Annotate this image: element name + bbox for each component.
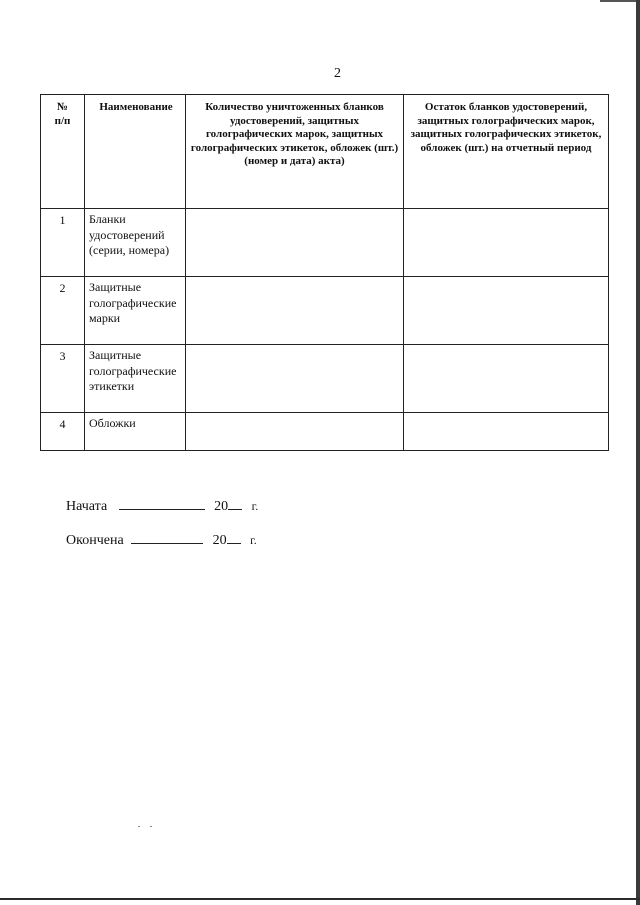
row-number: 1 (41, 209, 85, 277)
scan-edge-bottom (0, 898, 640, 900)
row-remaining-cell (404, 345, 609, 413)
row-remaining-cell (404, 413, 609, 451)
row-destroyed-cell (186, 345, 404, 413)
start-year-blank (228, 497, 242, 510)
header-name: Наименование (85, 95, 186, 209)
end-year-blank (227, 531, 241, 544)
start-label: Начата (66, 499, 108, 514)
end-year-prefix: 20 (212, 533, 227, 548)
header-destroyed: Количество уничтоженных бланков удостоверений, защитных голографических марок, защитных голографических этикеток, обложек (шт.) (номер и дата) акта) (186, 95, 404, 209)
table-row (41, 277, 609, 345)
scan-edge-right (636, 0, 640, 905)
start-date-line (66, 497, 258, 515)
table-row (41, 413, 609, 451)
scan-edge-top (600, 0, 640, 2)
start-date-blank (119, 497, 205, 510)
row-name: Обложки (85, 413, 186, 451)
end-date-line (66, 531, 257, 549)
scan-speck (150, 826, 152, 827)
row-number: 4 (41, 413, 85, 451)
report-table (40, 94, 609, 451)
row-number: 3 (41, 345, 85, 413)
scan-speck (138, 826, 140, 827)
row-name: Защитные голографические этикетки (85, 345, 186, 413)
row-remaining-cell (404, 209, 609, 277)
header-num: № п/п (41, 95, 85, 209)
row-name: Бланки удостоверений (серии, номера) (85, 209, 186, 277)
table-header-row (41, 95, 609, 209)
row-destroyed-cell (186, 209, 404, 277)
header-remaining: Остаток бланков удостоверений, защитных голографических марок, защитных голографических этикеток, обложек (шт.) на отчетный период (404, 95, 609, 209)
page-number: 2 (334, 66, 341, 81)
end-label: Окончена (66, 533, 124, 548)
start-year-prefix: 20 (214, 499, 229, 514)
start-year-suffix: г. (251, 499, 259, 513)
row-name: Защитные голографические марки (85, 277, 186, 345)
row-remaining-cell (404, 277, 609, 345)
end-year-suffix: г. (250, 533, 257, 547)
end-date-blank (131, 531, 203, 544)
row-destroyed-cell (186, 413, 404, 451)
row-destroyed-cell (186, 277, 404, 345)
table-row (41, 209, 609, 277)
table-row (41, 345, 609, 413)
row-number: 2 (41, 277, 85, 345)
